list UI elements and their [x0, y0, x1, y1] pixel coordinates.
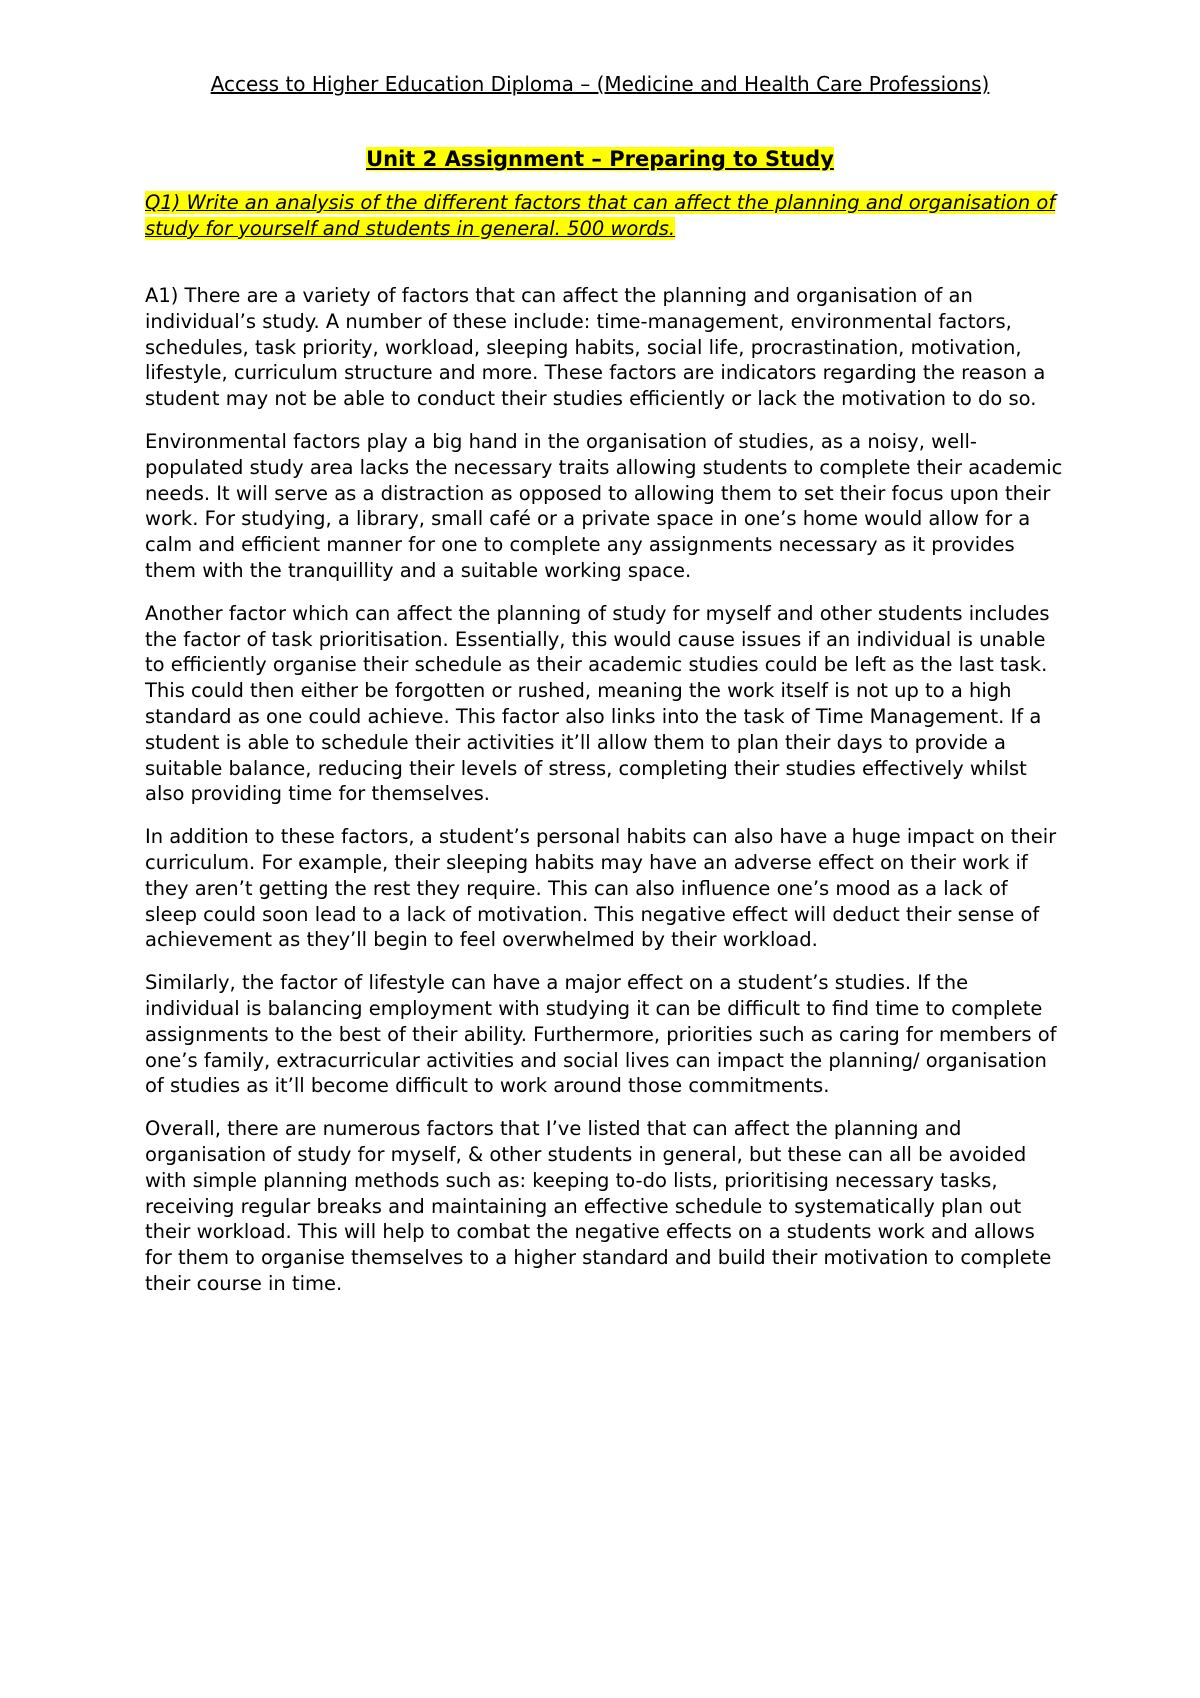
document-header: Access to Higher Education Diploma – (Medicine and Health Care Professions): [210, 72, 990, 96]
answer-paragraph-3: Another factor which can affect the planning of study for myself and other students includes the factor of task prioritisation. Essentially, this would cause issues if an individual is unable to efficiently organise their schedule as their academic studies could be left as the last task. This could then either be forgotten or rushed, meaning the work itself is not up to a high standard as one could achieve. This factor also links into the task of Time Management. If a student is able to schedule their activities it’ll allow them to plan their days to provide a suitable balance, reducing their levels of stress, completing their studies effectively whilst also providing time for themselves.: [145, 601, 1050, 806]
question-text: [145, 190, 1065, 242]
question-highlight: Q1) Write an analysis of the different factors that can affect the planning and organisation of study for yourself and students in general. 500 words.: [145, 191, 1056, 240]
assignment-title-text: Unit 2 Assignment – Preparing to Study: [366, 147, 834, 171]
answer-paragraph-6: Overall, there are numerous factors that I’ve listed that can affect the planning and organisation of study for myself, & other students in general, but these can all be avoided with simple planning methods such as: keeping to-do lists, prioritising necessary tasks, receiving regular breaks and maintaining an effective schedule to systematically plan out their workload. This will help to combat the negative effects on a students work and allows for them to organise themselves to a higher standard and build their motivation to complete their course in time.: [145, 1117, 1052, 1295]
answer-paragraph-4: In addition to these factors, a student’s personal habits can also have a huge impact on their curriculum. For example, their sleeping habits may have an adverse effect on their work if they aren’t getting the rest they require. This can also influence one’s mood as a lack of sleep could soon lead to a lack of motivation. This negative effect will deduct their sense of achievement as they’ll begin to feel overwhelmed by their workload.: [145, 825, 1057, 952]
answer-paragraph-1: A1) There are a variety of factors that can affect the planning and organisation of an individual’s study. A number of these include: time-management, environmental factors, schedules, task priority, workload, sleeping habits, social life, procrastination, motivation, lifestyle, curriculum structure and more. These factors are indicators regarding the reason a student may not be able to conduct their studies efficiently or lack the motivation to do so.: [145, 284, 1046, 411]
assignment-title: [0, 145, 1200, 173]
answer-paragraph-5: Similarly, the factor of lifestyle can have a major effect on a student’s studies. If the individual is balancing employment with studying it can be difficult to find time to complete assignments to the best of their ability. Furthermore, priorities such as caring for members of one’s family, extracurricular activities and social lives can impact the planning/ organisation of studies as it’ll become difficult to work around those commitments.: [145, 971, 1057, 1098]
answer-body: [145, 283, 1065, 1314]
answer-paragraph-2: Environmental factors play a big hand in the organisation of studies, as a noisy, well-populated study area lacks the necessary traits allowing students to complete their academic needs. It will serve as a distraction as opposed to allowing them to set their focus upon their work. For studying, a library, small café or a private space in one’s home would allow for a calm and efficient manner for one to complete any assignments necessary as it provides them with the tranquillity and a suitable working space.: [145, 429, 1063, 582]
